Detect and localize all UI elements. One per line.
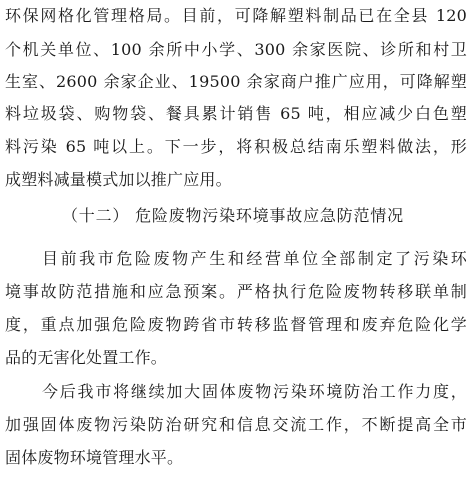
paragraph-line: 品的无害化处置工作。 — [5, 348, 168, 367]
paragraph-line: 境事故防范措施和应急预案。严格执行危险废物转移联单制 — [5, 282, 467, 301]
paragraph-line: 目前我市危险废物产生和经营单位全部制定了污染环 — [42, 249, 467, 268]
paragraph-line: 今后我市将继续加大固体废物污染环境防治工作力度， — [42, 382, 467, 401]
paragraph-line: 度，重点加强危险废物跨省市转移监督管理和废弃危险化学 — [5, 315, 467, 334]
paragraph-line: 固体废物环境管理水平。 — [5, 448, 184, 467]
paragraph-line: 料垃圾袋、购物袋、餐具累计销售 65 吨，相应减少白色塑 — [5, 104, 467, 123]
paragraph-line: 环保网格化管理格局。目前，可降解塑料制品已在全县 120 — [5, 6, 467, 25]
paragraph-line: 加强固体废物污染防治研究和信息交流工作，不断提高全市 — [5, 415, 467, 434]
paragraph-line: 料污染 65 吨以上。下一步，将积极总结南乐塑料做法，形 — [5, 137, 467, 156]
paragraph-line: 成塑料减量模式加以推广应用。 — [5, 170, 232, 189]
paragraph-line: 个机关单位、100 余所中小学、300 余家医院、诊所和村卫 — [5, 40, 467, 59]
section-heading: （十二） 危险废物污染环境事故应急防范情况 — [62, 206, 404, 225]
paragraph-line: 生室、2600 余家企业、19500 余家商户推广应用，可降解塑 — [5, 72, 467, 91]
